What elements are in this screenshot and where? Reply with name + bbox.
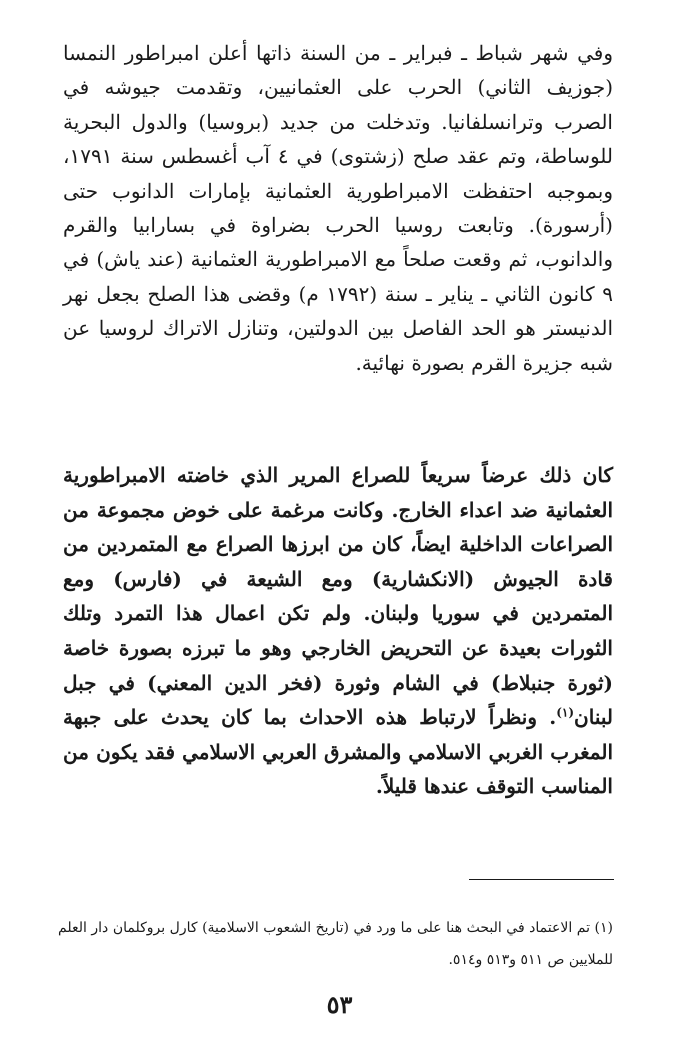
paragraph-1: وفي شهر شباط ـ فبراير ـ من السنة ذاتها أعلن امبراطور النمسا (جوزيف الثاني) الحرب على العثمانيين، وتقدمت جيوشه في الصرب وترانسلفانيا. وتدخلت من جديد (بروسيا) والدول البحرية للوساطة، وتم عقد صلح (زشتوى) في ٤ آب أغسطس سنة ١٧٩١، وبموجبه احتفظت الامبراطورية العثمانية بإمارات الدانوب حتى (أرسورة). وتابعت روسيا الحرب بضراوة في بسارابيا والقرم والدانوب، ثم وقعت صلحاً مع الامبراطورية العثمانية (عند ياش) في ٩ كانون الثاني ـ يناير ـ سنة (١٧٩٢ م) وقضى هذا الصلح بجعل نهر الدنيستر هو الحد الفاصل بين الدولتين، وتنازل الاتراك لروسيا عن شبه جزيرة القرم بصورة نهائية. — [63, 41, 613, 375]
page-number: ٥٣ — [326, 990, 353, 1019]
footnote-marker: (١) — [594, 920, 613, 936]
footnote-reference-mark: (١) — [556, 705, 575, 720]
paragraph-2-text-before-ref: كان ذلك عرضاً سريعاً للصراع المرير الذي خاضته الامبراطورية العثمانية ضد اعداء الخارج. وكانت مرغمة على خوض مجموعة من الصراعات الداخلية ايضاً، كان من ابرزها الصراع مع المتمردين من قادة الجيوش (الانكشارية) ومع الشيعة في (فارس) ومع المتمردين في سوريا ولبنان. ولم تكن اعمال هذا التمرد وتلك الثورات بعيدة عن التحريض الخارجي وهو ما تبرزه بصورة خاصة (ثورة جنبلاط) في الشام وثورة (فخر الدين المعني) في جبل لبنان — [63, 463, 613, 730]
footnote-separator-rule — [469, 879, 614, 880]
footnote — [58, 912, 613, 976]
footnote-text: تم الاعتماد في البحث هنا على ما ورد في (تاريخ الشعوب الاسلامية) كارل بروكلمان دار العلم للملايين ص ٥١١ و٥١٣ و٥١٤. — [58, 920, 613, 968]
paragraph-2 — [63, 458, 613, 804]
paragraph-2-text-after-ref: . ونظراً لارتباط هذه الاحداث بما كان يحدث على جبهة المغرب الغربي الاسلامي والمشرق العربي الاسلامي فقد يكون من المناسب التوقف عندها قليلاً. — [63, 705, 613, 799]
